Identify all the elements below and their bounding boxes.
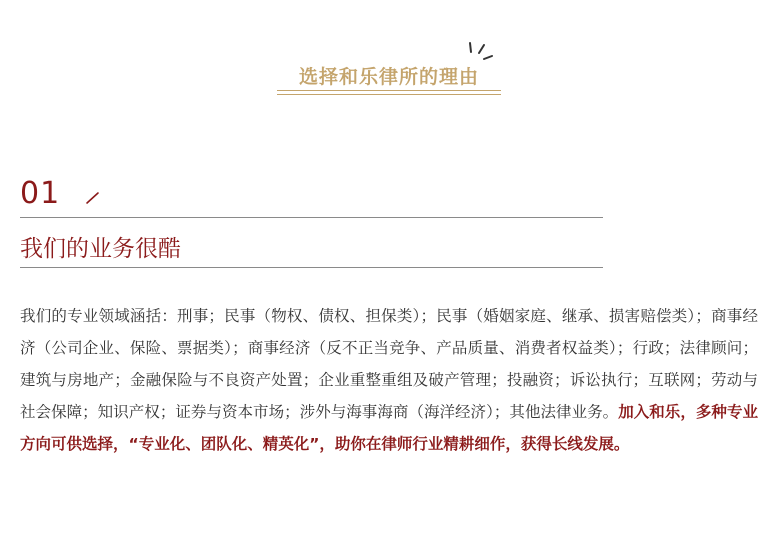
body-highlight: 加入和乐，多种专业方向可供选择，“专业化、团队化、精英化”，助你在律师行业精耕细作，获得长线发展。 — [20, 403, 758, 453]
section-heading: 我们的业务很酷 — [20, 236, 181, 262]
divider-bottom — [20, 267, 603, 268]
divider-top — [20, 217, 603, 218]
slash-icon — [84, 188, 102, 206]
title-underline — [277, 90, 501, 91]
title-underline-double — [277, 94, 501, 95]
section-number-row — [20, 176, 60, 211]
body-paragraph — [20, 300, 758, 460]
section-number: 01 — [20, 176, 61, 211]
page-title: 选择和乐律所的理由 — [298, 66, 479, 88]
section-header — [0, 40, 778, 100]
body-intro: 我们的专业领域涵括：刑事；民事（物权、债权、担保类）；民事（婚姻家庭、继承、损害赔偿类）；商事经济（公司企业、保险、票据类）；商事经济（反不正当竞争、产品质量、消费者权益类）；行政；法律顾问；建筑与房地产；金融保险与不良资产处置；企业重整重组及破产管理；投融资；诉讼执行；互联网；劳动与社会保障；知识产权；证券与资本市场；涉外与海事海商（海洋经济）；其他法律业务。 — [20, 307, 758, 421]
